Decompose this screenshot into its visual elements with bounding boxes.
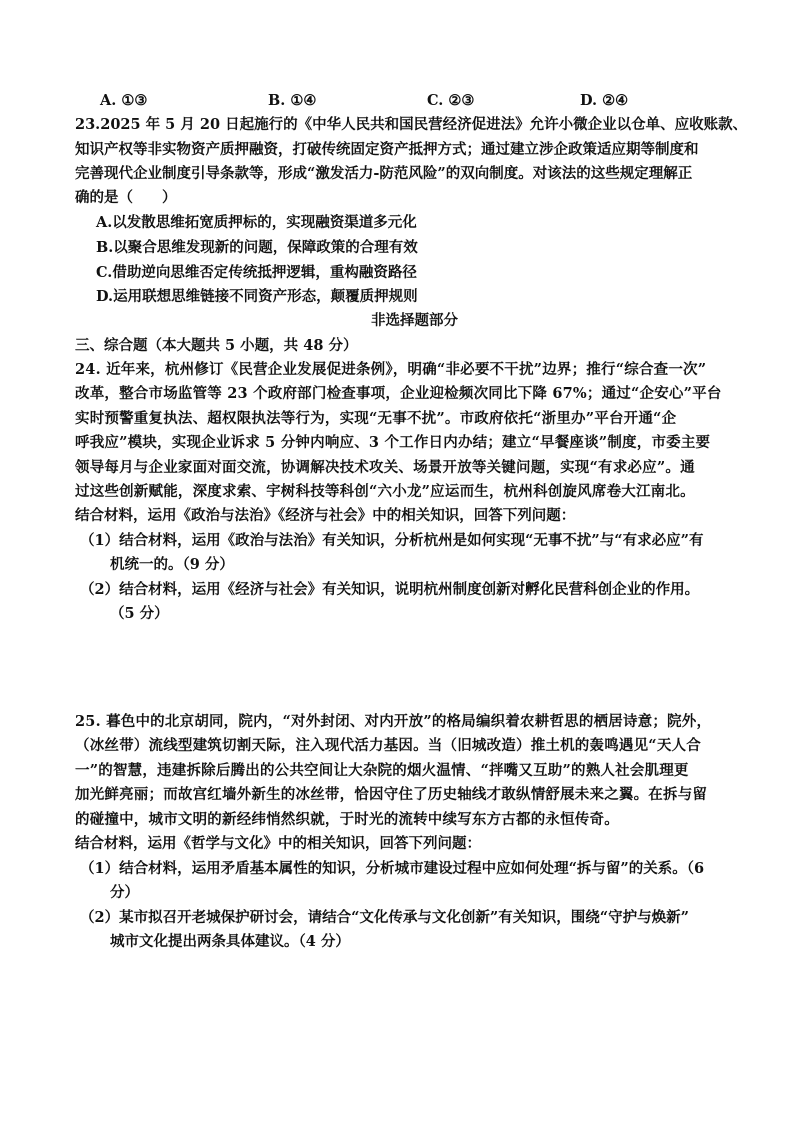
q24-material-line: 领导每月与企业家面对面交流，协调解决技术攻关、场景开放等关键问题，实现“有求必应”。通 [75,459,695,476]
q24-material-line: 过这些创新赋能，深度求索、宇树科技等科创“六小龙”应运而生，杭州科创旋风席卷大江南北。 [75,483,695,500]
q23-stem-line: 确的是（ ） [75,189,177,206]
q25-material-line: 的碰撞中，城市文明的新经纬悄然织就，于时光的流转中续写东方古都的永恒传奇。 [75,811,619,828]
comprehensive-section-title: 三、综合题（本大题共 5 小题，共 48 分） [75,337,358,354]
q25-material-line: 25. 暮色中的北京胡同，院内，“对外封闭、对内开放”的格局编织着农耕哲思的栖居诗意；院外， [75,713,712,730]
q25-sub2-cont: 城市文化提出两条具体建议。（4 分） [110,933,350,950]
q23-option-c: C.借助逆向思维否定传统抵押逻辑，重构融资路径 [96,264,417,281]
q22-option-a: A. ①③ [100,92,148,109]
q25-sub2: （2）某市拟召开老城保护研讨会，请结合“文化传承与文化创新”有关知识，围绕“守护与焕新” [80,909,689,926]
q24-material-line: 呼我应”模块，实现企业诉求 5 分钟内响应、3 个工作日内办结；建立“早餐座谈”制度，市委主要 [75,434,711,451]
q24-sub2-cont: （5 分） [110,605,169,622]
q25-material-line: 一”的智慧，违建拆除后腾出的公共空间让大杂院的烟火温情、“拌嘴又互助”的熟人社会肌理更 [75,762,689,779]
q22-option-d: D. ②④ [580,92,629,109]
q24-instruction: 结合材料，运用《政治与法治》《经济与社会》中的相关知识，回答下列问题： [75,507,576,524]
q22-option-b: B. ①④ [268,92,317,109]
q24-material-line: 24. 近年来，杭州修订《民营企业发展促进条例》，明确“非必要不干扰”边界；推行“综合查一次” [75,361,707,378]
q24-material-line: 实时预警重复执法、超权限执法等行为，实现“无事不扰”。市政府依托“浙里办”平台开通“企 [75,410,677,427]
q23-option-b: B.以聚合思维发现新的问题，保障政策的合理有效 [96,239,418,256]
q24-sub1-cont: 机统一的。（9 分） [110,556,234,573]
nonchoice-section-title: 非选择题部分 [371,312,458,329]
q25-material-line: （冰丝带）流线型建筑切割天际，注入现代活力基因。当（旧城改造）推土机的轰鸣遇见“天人合 [75,737,701,754]
q25-instruction: 结合材料，运用《哲学与文化》中的相关知识，回答下列问题： [75,835,481,852]
q25-sub1-cont: 分） [110,884,139,901]
q23-stem-line: 知识产权等非实物资产质押融资，打破传统固定资产抵押方式；通过建立涉企政策适应期等制度和 [75,141,699,158]
q24-sub2: （2）结合材料，运用《经济与社会》有关知识，说明杭州制度创新对孵化民营科创企业的作用。 [80,581,700,598]
q23-stem-line: 完善现代企业制度引导条款等，形成“激发活力-防范风险”的双向制度。对该法的这些规定理解正 [75,165,693,182]
q23-option-d: D.运用联想思维链接不同资产形态，颠覆质押规则 [96,288,418,305]
q24-material-line: 改革，整合市场监管等 23 个政府部门检查事项，企业迎检频次同比下降 67%；通过“企安心”平台 [75,385,722,402]
q25-sub1: （1）结合材料，运用矛盾基本属性的知识，分析城市建设过程中应如何处理“拆与留”的关系。（6 [80,860,705,877]
q24-sub1: （1）结合材料，运用《政治与法治》有关知识，分析杭州是如何实现“无事不扰”与“有求必应”有 [80,532,704,549]
q23-option-a: A.以发散思维拓宽质押标的，实现融资渠道多元化 [96,214,417,231]
q22-option-c: C. ②③ [427,92,475,109]
q25-material-line: 加光鲜亮丽；而故宫红墙外新生的冰丝带，恰因守住了历史轴线才敢纵情舒展未来之翼。在拆与留 [75,786,708,803]
q23-stem-line: 23.2025 年 5 月 20 日起施行的《中华人民共和国民营经济促进法》允许小微企业以仓单、应收账款、 [75,116,748,133]
